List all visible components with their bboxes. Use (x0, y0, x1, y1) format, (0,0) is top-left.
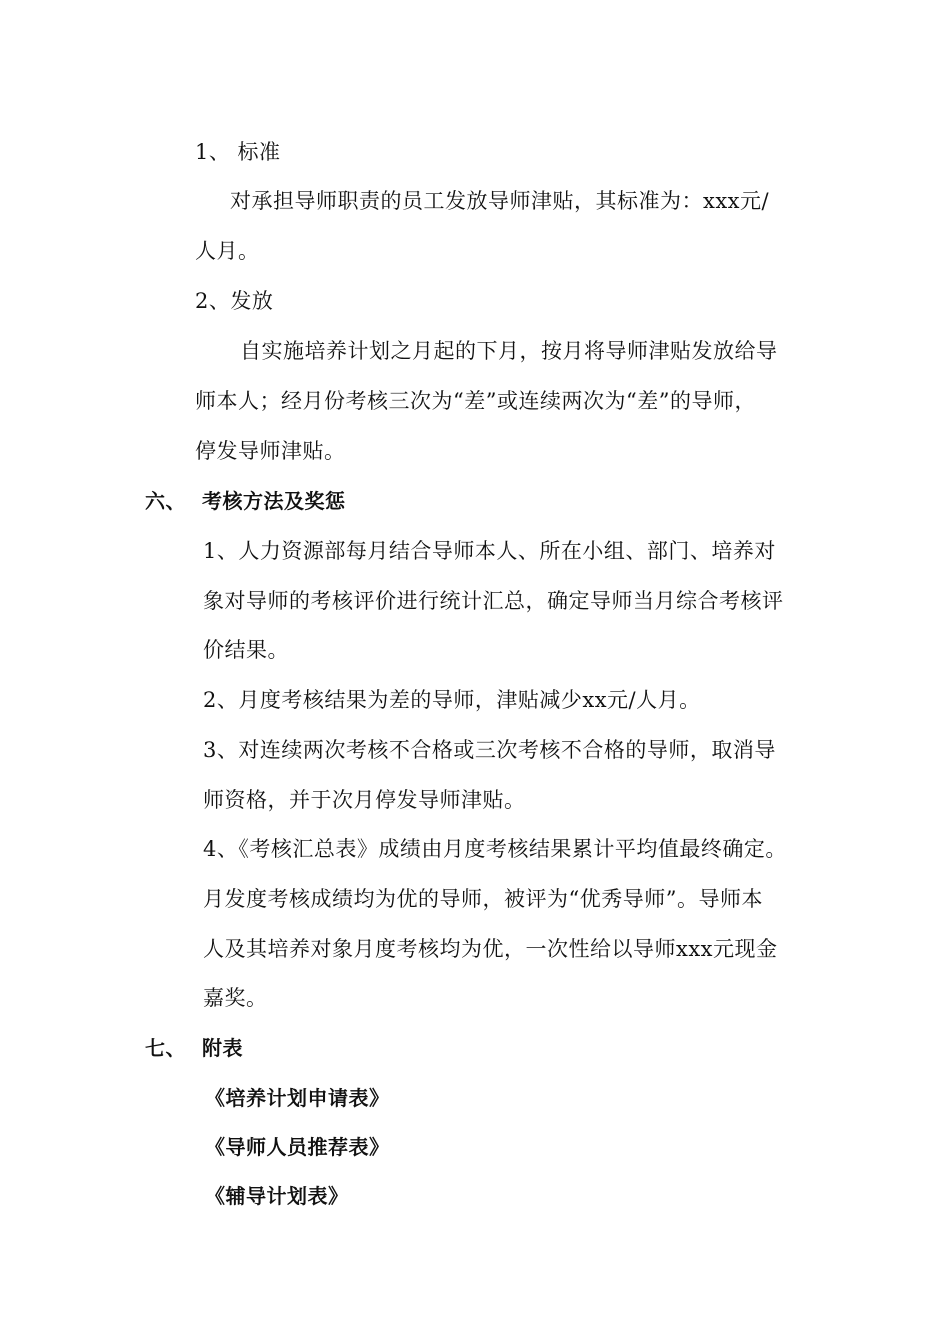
section6-title: 考核方法及奖惩 (202, 489, 346, 513)
item1-body-line-2: 人月。 (195, 239, 260, 263)
section6-line-3: 价结果。 (203, 638, 289, 662)
section6-line-10: 嘉奖。 (203, 986, 268, 1010)
item1-body-line-1: 对承担导师职责的员工发放导师津贴，其标准为：xxx元/ (230, 189, 770, 213)
section6-number: 六、 (145, 489, 186, 513)
section7-title: 附表 (202, 1036, 243, 1060)
item1-heading: 1、 标准 (195, 140, 281, 164)
section6-line-1: 1、人力资源部每月结合导师本人、所在小组、部门、培养对 (203, 539, 776, 563)
appendix-item-1: 《培养计划申请表》 (205, 1086, 390, 1110)
section6-line-2: 象对导师的考核评价进行统计汇总，确定导师当月综合考核评 (203, 589, 784, 613)
item2-body-line-3: 停发导师津贴。 (195, 439, 346, 463)
appendix-item-3: 《辅导计划表》 (205, 1184, 349, 1208)
section6-line-6: 师资格，并于次月停发导师津贴。 (203, 788, 526, 812)
section7-number: 七、 (145, 1036, 186, 1060)
section6-line-5: 3、对连续两次考核不合格或三次考核不合格的导师，取消导 (203, 738, 776, 762)
section6-line-4: 2、月度考核结果为差的导师，津贴减少xx元/人月。 (203, 688, 701, 712)
section6-line-8: 月发度考核成绩均为优的导师，被评为“优秀导师”。导师本 (203, 887, 763, 911)
item2-heading: 2、发放 (195, 289, 274, 313)
item2-body-line-2: 师本人；经月份考核三次为“差”或连续两次为“差”的导师， (195, 389, 756, 413)
appendix-item-2: 《导师人员推荐表》 (205, 1135, 390, 1159)
item2-body-line-1: 自实施培养计划之月起的下月，按月将导师津贴发放给导 (240, 339, 778, 363)
section6-line-9: 人及其培养对象月度考核均为优，一次性给以导师xxx元现金 (203, 937, 778, 961)
section6-line-7: 4、《考核汇总表》成绩由月度考核结果累计平均值最终确定。 (203, 837, 787, 861)
